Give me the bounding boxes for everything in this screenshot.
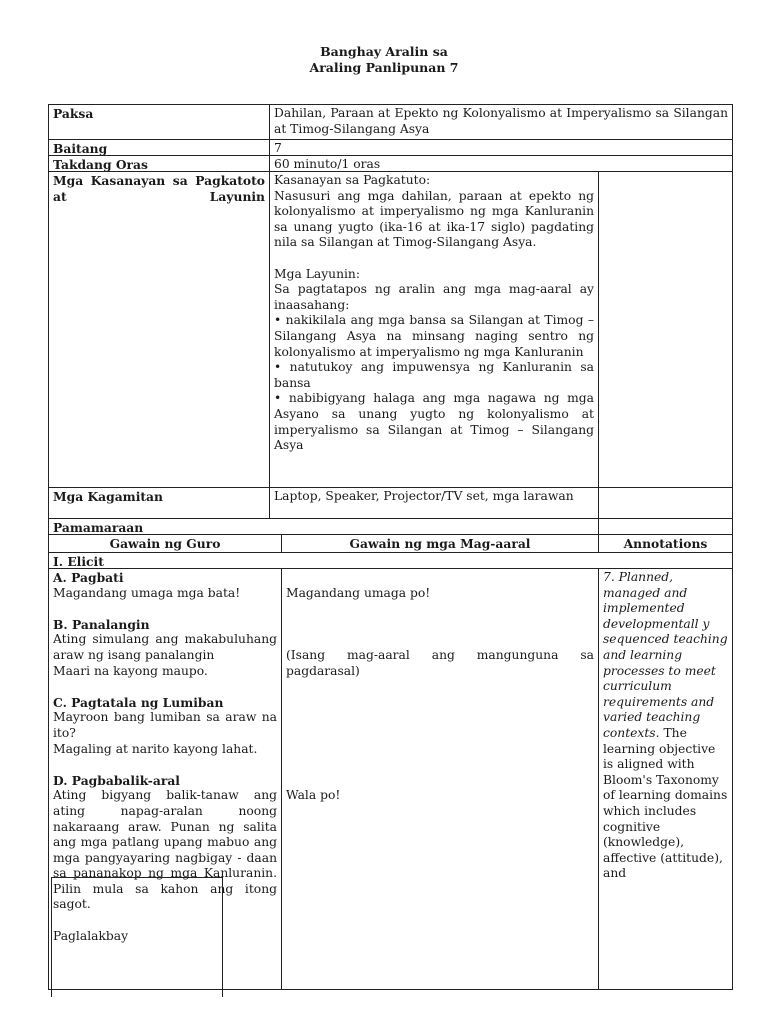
- layunin-item-1: • nakikilala ang mga bansa sa Silangan at Timog – Silangang Asya na minsang naging sentro ng kolonyalismo at imperyalismo ng mga Kanluranin: [274, 313, 594, 359]
- pagbati-student: Magandang umaga po!: [286, 585, 431, 600]
- title-line-1: Banghay Aralin sa: [320, 44, 448, 59]
- pagbati-heading: A. Pagbati: [53, 570, 124, 585]
- layunin-item-2: • natutukoy ang impuwensya ng Kanluranin sa bansa: [274, 360, 594, 390]
- kasanayan-content: [269, 171, 599, 488]
- paksa-value: Dahilan, Paraan at Epekto ng Kolonyalismo at Imperyalismo sa Silangan at Timog-Silangang Asya: [269, 104, 733, 140]
- kasanayan-label: [48, 171, 270, 488]
- lumiban-teacher-2: Magaling at narito kayong lahat.: [53, 741, 258, 756]
- kagamitan-annotation-empty: [598, 487, 733, 519]
- word-choice-box: [51, 877, 223, 997]
- balikaral-teacher: Ating bigyang balik-tanaw ang ating napag-aralan noong nakaraang araw. Punan ng salita ang mga patlang upang mabuo ang mga pangyayaring nagbigay - daan sa pananakop ng mga Kanluranin. Pilin mula sa kahon ang itong sagot.: [53, 788, 277, 912]
- title-line-2: Araling Panlipunan 7: [309, 60, 459, 75]
- col-header-students: Gawain ng mga Mag-aaral: [281, 534, 599, 553]
- takdang-oras-label: Takdang Oras: [48, 155, 270, 172]
- layunin-intro: Sa pagtatapos ng aralin ang mga mag-aaral ay inaasahang:: [274, 282, 594, 312]
- paksa-label: Paksa: [48, 104, 270, 140]
- col-header-annotations: Annotations: [598, 534, 733, 553]
- annotations-column: [598, 568, 733, 990]
- annotation-plain: The learning objective is aligned with Bloom's Taxonomy of learning domains which includes cognitive (knowledge), affective (attitude), and: [603, 725, 728, 881]
- kagamitan-value: Laptop, Speaker, Projector/TV set, mga larawan: [269, 487, 599, 519]
- layunin-heading: Mga Layunin:: [274, 266, 360, 281]
- kasanayan-heading: Kasanayan sa Pagkatuto:: [274, 173, 431, 187]
- col-header-teacher: Gawain ng Guro: [48, 534, 282, 553]
- panalangin-teacher-2: Maari na kayong maupo.: [53, 663, 208, 678]
- panalangin-heading: B. Panalangin: [53, 616, 150, 632]
- student-activities: [281, 568, 599, 990]
- elicit-label: I. Elicit: [48, 552, 733, 569]
- baitang-value: 7: [269, 139, 733, 156]
- balikaral-heading: D. Pagbabalik-aral: [53, 772, 180, 788]
- lumiban-student: Wala po!: [286, 788, 341, 803]
- kagamitan-label: Mga Kagamitan: [48, 487, 270, 519]
- pagbati-teacher: Magandang umaga mga bata!: [53, 585, 241, 600]
- lumiban-teacher: Mayroon bang lumiban sa araw na ito?: [53, 710, 277, 740]
- takdang-oras-value: 60 minuto/1 oras: [269, 155, 733, 172]
- layunin-item-3: • nabibigyang halaga ang mga nagawa ng mga Asyano sa unang yugto ng kolonyalismo at imperyalismo sa Silangan at Timog – Silangang Asya: [274, 391, 594, 453]
- annotation-italic: 7. Planned, managed and implemented developmentall y sequenced teaching and learning processes to meet curriculum requirements and varied teaching contexts.: [603, 570, 728, 740]
- baitang-label: Baitang: [48, 139, 270, 156]
- panalangin-teacher: Ating simulang ang makabuluhang araw ng isang panalangin: [53, 632, 277, 662]
- panalangin-student: (Isang mag-aaral ang mangunguna sa pagdarasal): [286, 647, 594, 678]
- pamamaraan-label: Pamamaraan: [48, 518, 599, 535]
- kasanayan-label-text: Mga Kasanayan sa Pagkatoto at Layunin: [53, 173, 265, 204]
- kasanayan-text: Nasusuri ang mga dahilan, paraan at epekto ng kolonyalismo at imperyalismo ng mga Kanluranin sa unang yugto (ika-16 at ika-17 siglo) pagdating nila sa Silangan at Timog-Silangang Asya.: [274, 188, 594, 250]
- kasanayan-annotation-empty: [598, 171, 733, 488]
- pamamaraan-annotation-empty: [598, 518, 733, 535]
- lumiban-heading: C. Pagtatala ng Lumiban: [53, 694, 224, 710]
- word-box-word: Paglalakbay: [53, 928, 129, 943]
